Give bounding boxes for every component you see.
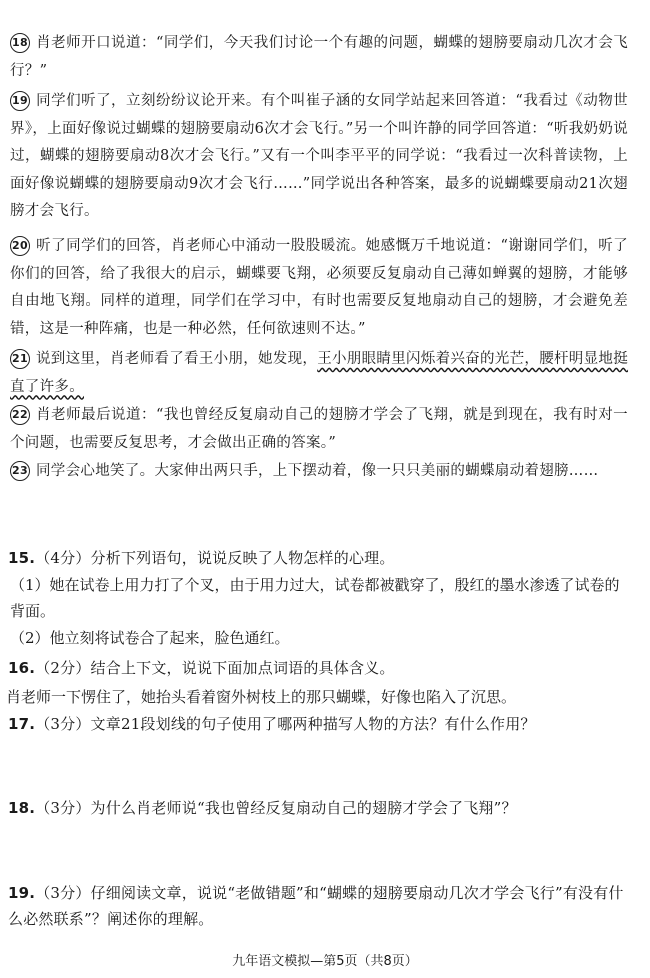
question-number: 15. <box>8 549 36 567</box>
paragraph-22 <box>10 402 628 457</box>
question-text: 分析下列语句，说说反映了人物怎样的心理。 <box>90 549 395 567</box>
question-15 <box>8 545 633 571</box>
paragraph-number: 21 <box>10 349 30 369</box>
question-points: （4分） <box>35 549 91 567</box>
page-footer: 九年语文模拟—第5页（共8页） <box>232 954 418 969</box>
paragraph-text: 肖老师最后说道：“我也曾经反复扇动自己的翅膀才学会了飞翔，就是到现在，我有时对一个问题，也需要反复思考，才会做出正确的答案。” <box>10 407 628 451</box>
question-points: （2分） <box>35 659 91 677</box>
question-19 <box>8 880 633 932</box>
underlined-sentence: 王小朋眼睛里闪烁着兴奋的光芒，腰杆明显地挺直了许多。 <box>10 351 629 395</box>
question-15-item-2: （2）他立刻将试卷合了起来，脸色通红。 <box>10 629 290 647</box>
question-16-sentence: 肖老师一下愣住了，她抬头看着窗外树枝上的那只蝴蝶，好像也陷入了沉思。 <box>6 688 517 706</box>
question-text: 文章21段划线的句子使用了哪两种描写人物的方法？有什么作用？ <box>90 715 536 733</box>
question-17 <box>8 711 633 737</box>
question-number: 16. <box>8 659 36 677</box>
question-number: 17. <box>8 715 36 733</box>
question-15-item-1: （1）她在试卷上用力打了个叉，由于用力过大，试卷都被戳穿了，殷红的墨水渗透了试卷的背面。 <box>10 576 620 620</box>
question-points: （3分） <box>35 884 91 902</box>
question-number: 18. <box>8 799 36 817</box>
question-points: （3分） <box>35 715 91 733</box>
question-text: 为什么肖老师说“我也曾经反复扇动自己的翅膀才学会了飞翔”？ <box>90 799 517 817</box>
paragraph-text: 说到这里，肖老师看了看王小朋，她发现， <box>36 351 318 367</box>
paragraph-23 <box>10 458 628 486</box>
question-number: 19. <box>8 884 36 902</box>
paragraph-text: 听了同学们的回答，肖老师心中涌动一股股暖流。她感慨万千地说道：“谢谢同学们，听了你们的回答，给了我很大的启示，蝴蝶要飞翔，必须要反复扇动自己薄如蝉翼的翅膀，才能够自由地飞翔。同样的道理，同学们在学习中，有时也需要反复地扇动自己的翅膀，才会避免差错，这是一种阵痛，也是一种必然，任何欲速则不达。” <box>10 238 628 337</box>
paragraph-20 <box>10 233 628 343</box>
question-18 <box>8 795 633 821</box>
paragraph-text: 同学会心地笑了。大家伸出两只手，上下摆动着，像一只只美丽的蝴蝶扇动着翅膀…… <box>36 463 599 479</box>
paragraph-text: 肖老师开口说道：“同学们，今天我们讨论一个有趣的问题，蝴蝶的翅膀要扇动几次才会飞行？” <box>10 35 628 79</box>
question-16 <box>8 655 633 681</box>
paragraph-number: 18 <box>10 33 30 53</box>
paragraph-number: 20 <box>10 236 30 256</box>
paragraph-18 <box>10 30 628 85</box>
paragraph-19 <box>10 88 628 226</box>
paragraph-21 <box>10 346 628 401</box>
paragraph-number: 23 <box>10 461 30 481</box>
question-text: 结合上下文，说说下面加点词语的具体含义。 <box>90 659 395 677</box>
question-points: （3分） <box>35 799 91 817</box>
paragraph-number: 22 <box>10 405 30 425</box>
paragraph-text: 同学们听了，立刻纷纷议论开来。有个叫崔子涵的女同学站起来回答道：“我看过《动物世界》，上面好像说过蝴蝶的翅膀要扇动6次才会飞行。”另一个叫许静的同学回答道：“听我奶奶说过，蝴蝶的翅膀要扇动8次才会飞行。”又有一个叫李平平的同学说：“我看过一次科普读物，上面好像说蝴蝶的翅膀要扇动9次才会飞行……”同学说出各种答案，最多的说蝴蝶要扇动21次翅膀才会飞行。 <box>10 93 628 219</box>
question-text: 仔细阅读文章，说说“老做错题”和“蝴蝶的翅膀要扇动几次才学会飞行”有没有什么必然联系”？阐述你的理解。 <box>8 884 624 928</box>
paragraph-number: 19 <box>10 91 30 111</box>
